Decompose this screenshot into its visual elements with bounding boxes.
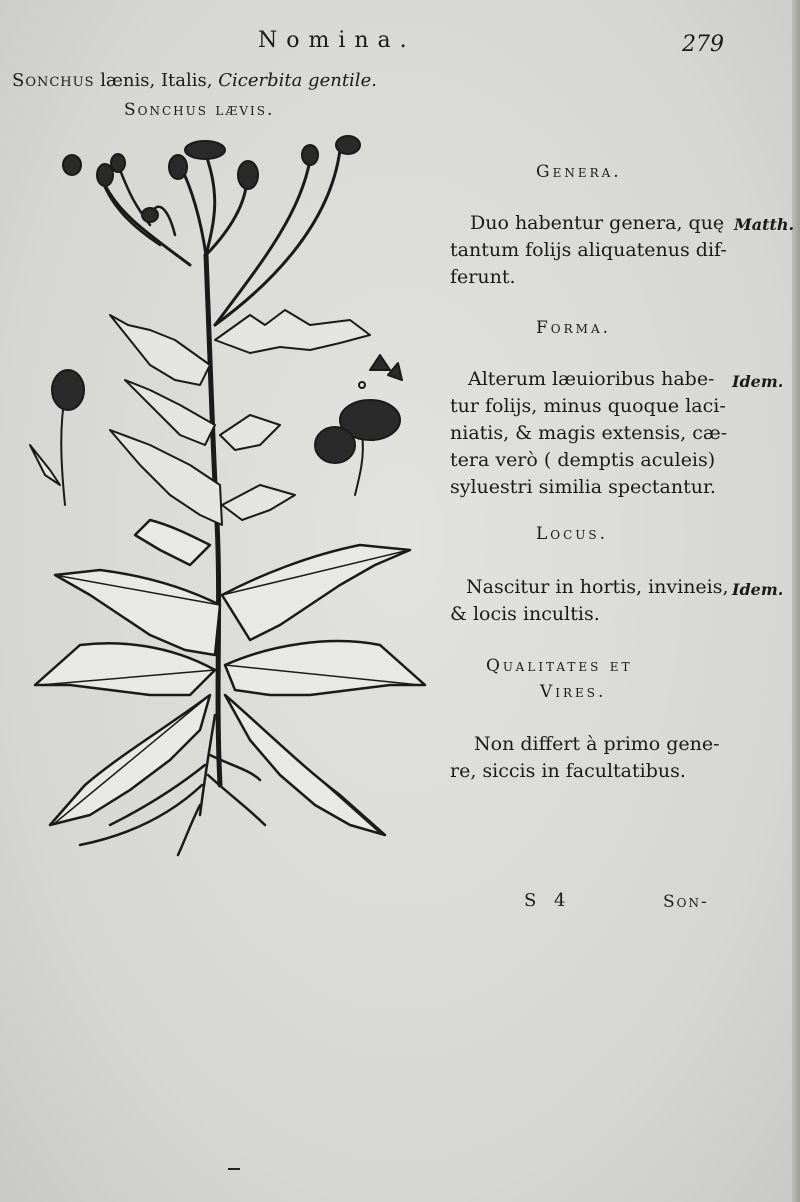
forma-line-2: tur folijs, minus quoque laci- xyxy=(450,395,726,417)
plant-woodcut-illustration xyxy=(10,125,440,865)
qualitates-line-1: Non differt à primo gene- xyxy=(474,733,720,755)
forma-line-1: Alterum læuioribus habe- xyxy=(468,368,715,390)
margin-note-matth: Matth. xyxy=(734,215,795,234)
genera-line-2: tantum folijs aliquatenus dif- xyxy=(450,239,727,261)
qualitates-line-2: re, siccis in facultatibus. xyxy=(450,760,686,782)
forma-line-3: niatis, & magis extensis, cæ- xyxy=(450,422,728,444)
catchword: Son- xyxy=(663,892,709,912)
genera-line-1: Duo habentur genera, quę xyxy=(470,212,725,234)
section-heading-forma: Forma. xyxy=(536,318,612,338)
signature-mark: S 4 xyxy=(524,890,572,911)
genera-line-3: ferunt. xyxy=(450,266,516,288)
section-heading-qualitates: Qualitates et xyxy=(486,656,633,676)
plant-names-line xyxy=(12,70,377,91)
page-edge xyxy=(792,0,800,1202)
margin-note-idem-1: Idem. xyxy=(732,372,784,391)
page-title: Nomina. xyxy=(258,28,416,53)
section-heading-vires: Vires. xyxy=(540,682,607,702)
locus-line-1: Nascitur in hortis, invineis, xyxy=(466,576,729,598)
italian-name: Cicerbita gentile. xyxy=(218,70,377,91)
forma-line-5: syluestri similia spectantur. xyxy=(450,476,716,498)
margin-note-idem-2: Idem. xyxy=(732,580,784,599)
section-heading-locus: Locus. xyxy=(536,524,609,544)
latin-epithet: lænis, Italis, xyxy=(94,70,219,91)
locus-line-2: & locis incultis. xyxy=(450,603,600,625)
page-number: 279 xyxy=(682,32,724,57)
ink-mark xyxy=(228,1168,240,1170)
section-heading-genera: Genera. xyxy=(536,162,622,182)
forma-line-4: tera verò ( demptis aculeis) xyxy=(450,449,716,471)
illustration-caption: Sonchus lævis. xyxy=(124,100,275,120)
latin-genus: Sonchus xyxy=(12,70,95,91)
